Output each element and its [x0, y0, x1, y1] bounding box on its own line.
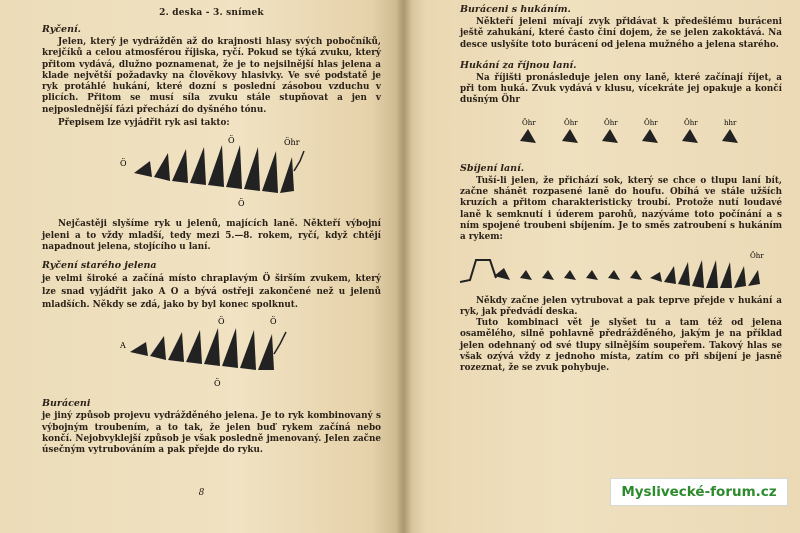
paragraph: Nejčastěji slyšíme ryk u jelenů, majících laně. Někteří výbojní jeleni a to vždy mladší, tedy mezi 5.—8. rokem, ryčí, když chtějí napadnout jelena, stojícího u laní.	[42, 219, 381, 252]
notation-label: Öhr	[684, 118, 698, 127]
page-number: 8	[198, 488, 205, 498]
section-heading-ryceni: Ryčení.	[42, 24, 81, 35]
roar-notation-figure	[42, 131, 381, 217]
sawtooth-marks	[650, 260, 760, 288]
paragraph: je jiný způsob projevu vydrážděného jelena. Je to ryk kombinovaný s výbojným troubením, a to tak, že jelen buď rykem začíná nebo končí. Nejobvyklejší způsob je však posledně jmenovaný. Jelen začne úsečným vytrubováním a pak přejde do ryku.	[42, 411, 381, 456]
watermark-logo[interactable]: Myslivecké-forum.cz	[610, 478, 788, 506]
notation-label: Öhr	[284, 138, 300, 148]
notation-label: Öhr	[604, 118, 618, 127]
notation-label: Ö	[214, 379, 221, 389]
notation-label: Ö	[218, 317, 225, 327]
paragraph: Tuší-li jelen, že přichází sok, který se chce o tlupu laní bít, začne shánět rozpasené laně do houfu. Obíhá ve stále užších kruzích a přitom charakteristicky troubí. Protože nutí loudavé laně k semknutí i úderem parohů, nazýváme toto počínání a s ním spojené troubeni sbíjením. Je to směs zatroubení s hukáním a rykem:	[460, 175, 782, 243]
section-heading-buraceni: Buráceni	[42, 398, 91, 410]
paragraph: je velmi široké a začíná místo chraplavým Ö širším zvukem, který lze snad vyjádřit jako A O a bývá ostřeji zakončené než u jelenů mladších. Někdy se zdá, jako by byl konec spolknut.	[42, 274, 381, 311]
paragraph: Na říjišti pronásleduje jelen ony laně, které začínají říjet, a při tom huká. Zvuk vydává v klusu, vícekráte jej opakuje a končí dušným Öhr	[460, 72, 782, 106]
notation-label: Öhr	[750, 251, 764, 260]
right-page	[403, 0, 800, 533]
section-heading-old-stag: Ryčení starého jelena	[42, 260, 157, 272]
notation-label: Öhr	[644, 118, 658, 127]
notation-label: Ö	[238, 199, 245, 209]
notation-label: A	[120, 341, 126, 351]
grunt-marks	[520, 270, 642, 280]
paragraph: Přepisem lze vyjádřit ryk asi takto:	[58, 118, 230, 129]
old-stag-notation-figure	[42, 314, 381, 392]
paragraph: Někteří jeleni mívají zvyk přidávat k předešlému buráceni ještě zahukání, které často činí dojem, že se jelen zakoktává. Na desce uslyšíte toto burácení od jelena mužného a jelena starého.	[460, 17, 782, 50]
page-header: 2. deska - 3. snímek	[159, 8, 264, 18]
notation-label: Öhr	[522, 118, 536, 127]
paragraph: Někdy začne jelen vytrubovat a pak teprve přejde v hukání a ryk, jak předvádí deska.	[460, 295, 782, 317]
notation-label: Öhr	[564, 118, 578, 127]
notation-label: Ö	[120, 159, 127, 169]
section-heading-hukani: Hukání za říjnou laní.	[460, 59, 577, 71]
book-gutter	[396, 0, 412, 533]
paragraph: Tuto kombinaci vět je slyšet tu a tam též od jelena osamělého, silně pohlavně předrážděného, jakým je na příklad jelen odehnaný od své tlupy silnějším soupeřem. Takový hlas se však ozývá vždy z jednoho místa, zatím co při sbíjení je jasně rozeznat, že se zvuk pohybuje.	[460, 318, 782, 374]
section-heading-sbijeni: Sbíjení laní.	[460, 162, 525, 174]
section-heading-buraceni-hukani: Buráceni s hukáním.	[460, 4, 571, 15]
notation-label: hhr	[724, 118, 737, 127]
notation-label: Ö	[270, 317, 277, 327]
grunting-notation-figure	[460, 109, 782, 157]
notation-label: Ö	[228, 136, 235, 146]
grunt-marks	[520, 118, 738, 143]
rounding-up-notation-figure	[460, 246, 782, 294]
sawtooth-marks	[134, 145, 294, 193]
sawtooth-marks	[130, 328, 274, 370]
paragraph: Jelen, který je vydrážděn až do krajnosti hlasy svých pobočníků, krejčíků a celou atmosférou říjiska, ryčí. Pokud se týká zvuku, který přitom vydává, dlužno poznamenat, že je to nejsilnější hlas jelena a klade největší požadavky na člověkovy hlasivky. Ve své podstatě je ryk protáhlé hukání, které dozní s poslední zásobou vzduchu v plicích. Přitom se musí síla zvuku stále stupňovat a jen v nejposlednější fázi přechází do dyšného tónu.	[42, 37, 381, 115]
